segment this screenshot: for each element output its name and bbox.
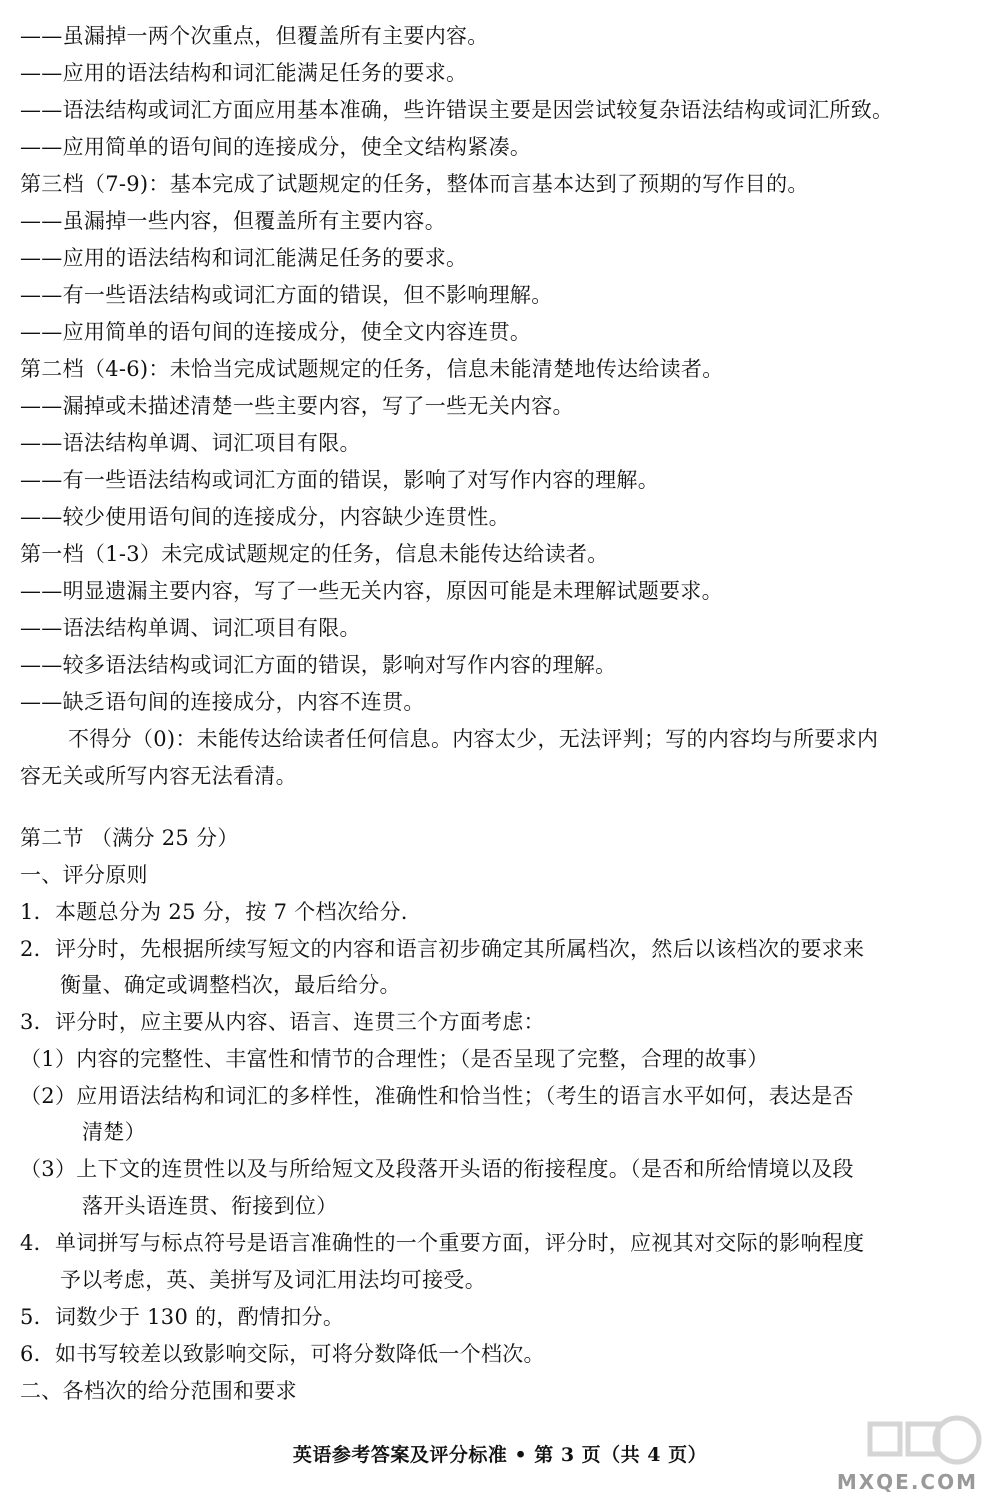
sub-item-2: （2）应用语法结构和词汇的多样性，准确性和恰当性；（考生的语言水平如何，表达是否: [20, 1084, 854, 1108]
principle-item-6: 6．如书写较差以致影响交际，可将分数降低一个档次。: [20, 1342, 545, 1366]
sub-item-3-cont: 落开头语连贯、衔接到位）: [82, 1194, 338, 1218]
criteria-line: ——应用简单的语句间的连接成分，使全文结构紧凑。: [20, 135, 532, 159]
criteria-line: ——语法结构单调、词汇项目有限。: [20, 616, 361, 640]
criteria-line: ——漏掉或未描述清楚一些主要内容，写了一些无关内容。: [20, 394, 574, 418]
principle-item-5: 5．词数少于 130 的，酌情扣分。: [20, 1305, 345, 1329]
criteria-line: ——语法结构单调、词汇项目有限。: [20, 431, 361, 455]
criteria-line: ——语法结构或词汇方面应用基本准确，些许错误主要是因尝试较复杂语法结构或词汇所致。: [20, 98, 894, 122]
criteria-line: ——较少使用语句间的连接成分，内容缺少连贯性。: [20, 505, 510, 529]
criteria-line: ——应用简单的语句间的连接成分，使全文内容连贯。: [20, 320, 532, 344]
grade-heading-3: 第三档（7-9)：基本完成了试题规定的任务，整体而言基本达到了预期的写作目的。: [20, 172, 809, 196]
criteria-line: ——明显遗漏主要内容，写了一些无关内容，原因可能是未理解试题要求。: [20, 579, 723, 603]
principle-item-2: 2．评分时，先根据所续写短文的内容和语言初步确定其所属档次，然后以该档次的要求来: [20, 937, 865, 961]
principle-item-4: 4．单词拼写与标点符号是语言准确性的一个重要方面，评分时，应视其对交际的影响程度: [20, 1231, 865, 1255]
section-heading: 第二节 （满分 25 分）: [20, 826, 239, 850]
sub-item-3: （3）上下文的连贯性以及与所给短文及段落开头语的衔接程度。（是否和所给情境以及段: [20, 1157, 854, 1181]
watermark-text: MXQE.COM: [836, 1470, 978, 1494]
grade-heading-1: 第一档（1-3）未完成试题规定的任务，信息未能传达给读者。: [20, 542, 609, 566]
grade-heading-2: 第二档（4-6)：未恰当完成试题规定的任务，信息未能清楚地传达给读者。: [20, 357, 724, 381]
criteria-line: ——虽漏掉一两个次重点，但覆盖所有主要内容。: [20, 24, 489, 48]
principle-item-2-cont: 衡量、确定或调整档次，最后给分。: [60, 973, 401, 997]
zero-score-line-1: 不得分（0)：未能传达给读者任何信息。内容太少，无法评判；写的内容均与所要求内: [68, 727, 879, 751]
ranges-heading: 二、各档次的给分范围和要求: [20, 1379, 297, 1403]
page-footer: 英语参考答案及评分标准 • 第 3 页（共 4 页）: [292, 1444, 708, 1466]
principles-heading: 一、评分原则: [20, 863, 148, 887]
principle-item-3: 3．评分时，应主要从内容、语言、连贯三个方面考虑：: [20, 1010, 545, 1034]
principle-item-1: 1．本题总分为 25 分，按 7 个档次给分.: [20, 900, 408, 924]
criteria-line: ——较多语法结构或词汇方面的错误，影响对写作内容的理解。: [20, 653, 617, 677]
criteria-line: ——有一些语法结构或词汇方面的错误，影响了对写作内容的理解。: [20, 468, 659, 492]
principle-item-4-cont: 予以考虑，英、美拼写及词汇用法均可接受。: [60, 1268, 486, 1292]
sub-item-1: （1）内容的完整性、丰富性和情节的合理性；（是否呈现了完整，合理的故事）: [20, 1047, 769, 1071]
zero-score-line-2: 容无关或所写内容无法看清。: [20, 764, 297, 788]
criteria-line: ——缺乏语句间的连接成分，内容不连贯。: [20, 690, 425, 714]
criteria-line: ——应用的语法结构和词汇能满足任务的要求。: [20, 246, 468, 270]
criteria-line: ——有一些语法结构或词汇方面的错误，但不影响理解。: [20, 283, 553, 307]
criteria-line: ——应用的语法结构和词汇能满足任务的要求。: [20, 61, 468, 85]
criteria-line: ——虽漏掉一些内容，但覆盖所有主要内容。: [20, 209, 446, 233]
sub-item-2-cont: 清楚）: [82, 1120, 146, 1144]
